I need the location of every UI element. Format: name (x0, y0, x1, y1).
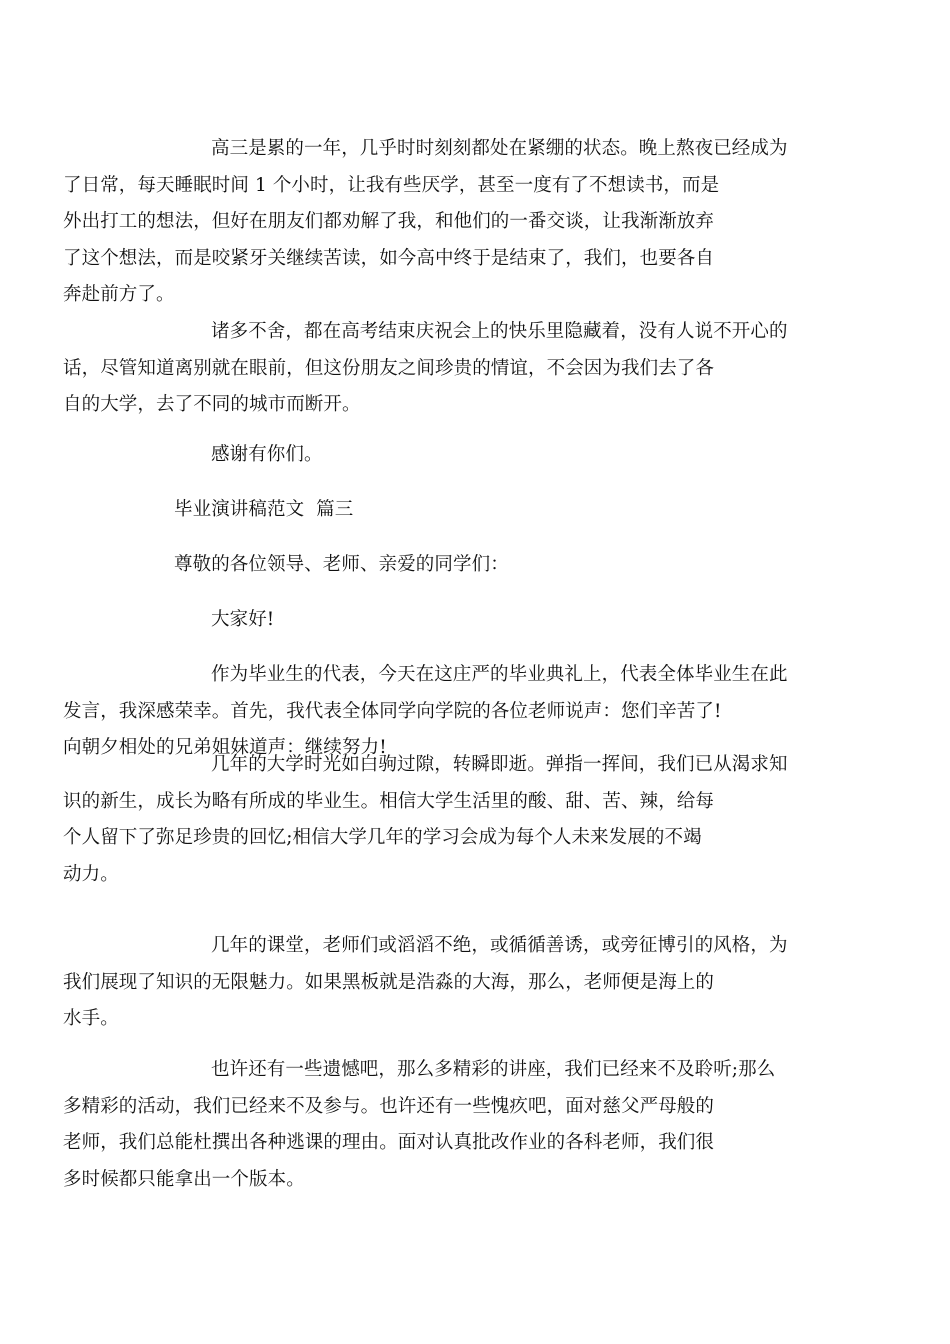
text-line: 动力。 (63, 863, 119, 885)
text-line: 我们展现了知识的无限魅力。如果黑板就是浩淼的大海，那么，老师便是海上的 (63, 971, 715, 993)
text-line: 高三是累的一年，几乎时时刻刻都处在紧绷的状态。晚上熬夜已经成为 (211, 138, 788, 159)
section-heading (137, 492, 809, 529)
text-line: 老师，我们总能杜撰出各种逃课的理由。面对认真批改作业的各科老师，我们很 (63, 1132, 715, 1153)
body-paragraph (63, 928, 809, 1038)
text-line: 向朝夕相处的兄弟姐妹道声：继续努力! (63, 737, 387, 758)
body-paragraph (63, 1052, 809, 1198)
text-line: 个人留下了弥足珍贵的回忆;相信大学几年的学习会成为每个人未来发展的不竭 (63, 827, 702, 848)
text-line: 了日常，每天睡眠时间 1 个小时，让我有些厌学，甚至一度有了不想读书，而是 (63, 174, 720, 196)
text-line: 多时候都只能拿出一个版本。 (63, 1168, 305, 1190)
text-line: 识的新生，成长为略有所成的毕业生。相信大学生活里的酸、甜、苦、辣，给每 (63, 790, 715, 812)
text-line: 几年的课堂，老师们或滔滔不绝，或循循善诱，或旁征博引的风格，为 (211, 935, 788, 956)
text-line: 话，尽管知道离别就在眼前，但这份朋友之间珍贵的情谊，不会因为我们去了各 (63, 357, 715, 379)
text-line: 诸多不舍，都在高考结束庆祝会上的快乐里隐藏着，没有人说不开心的 (211, 321, 788, 342)
text-line: 几年的大学时光如白驹过隙，转瞬即逝。弹指一挥间，我们已从渴求知 (211, 754, 788, 775)
text-line: 自的大学，去了不同的城市而断开。 (63, 394, 361, 415)
salutation (137, 547, 809, 584)
text-line: 发言，我深感荣幸。首先，我代表全体同学向学院的各位老师说声：您们辛苦了! (63, 700, 722, 722)
text-line: 作为毕业生的代表，今天在这庄严的毕业典礼上，代表全体毕业生在此 (211, 664, 788, 685)
text-line: 也许还有一些遗憾吧，那么多精彩的讲座，我们已经来不及聆听;那么 (211, 1059, 776, 1080)
heading-text: 毕业演讲稿范文 篇三 (174, 499, 354, 520)
body-paragraph (63, 314, 809, 424)
text-line: 多精彩的活动，我们已经来不及参与。也许还有一些愧疚吧，面对慈父严母般的 (63, 1095, 715, 1117)
text-line: 外出打工的想法，但好在朋友们都劝解了我，和他们的一番交谈，让我渐渐放弃 (63, 211, 715, 232)
body-paragraph (63, 131, 809, 314)
text-line: 了这个想法，而是咬紧牙关继续苦读，如今高中终于是结束了，我们，也要各自 (63, 247, 715, 269)
greeting-text: 大家好! (211, 609, 275, 630)
body-paragraph (137, 437, 809, 474)
text-line: 水手。 (63, 1008, 119, 1029)
salutation-text: 尊敬的各位领导、老师、亲爱的同学们： (174, 554, 509, 575)
text-line: 奔赴前方了。 (63, 284, 175, 305)
greeting (137, 602, 809, 639)
text-line: 感谢有你们。 (211, 444, 323, 465)
